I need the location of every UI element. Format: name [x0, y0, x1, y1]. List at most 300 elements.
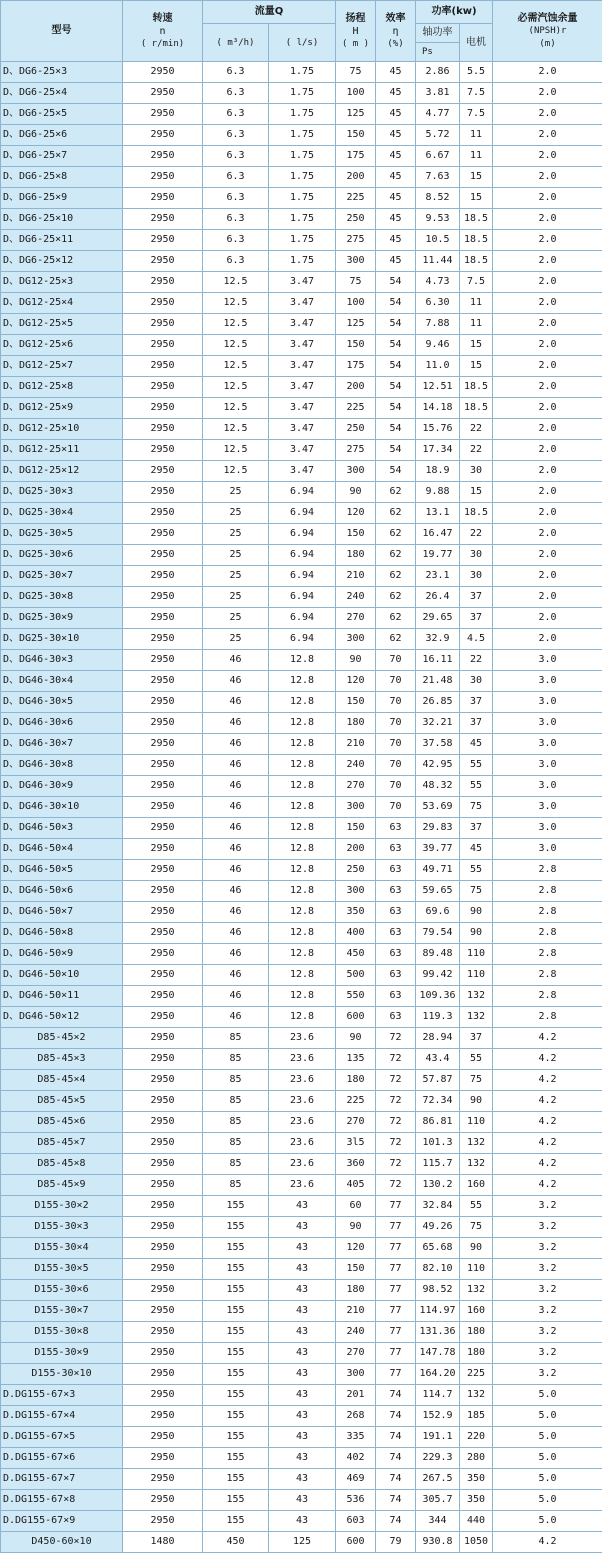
- header-speed-symbol: n: [159, 25, 166, 37]
- cell-npsh: 2.0: [493, 125, 602, 146]
- cell-motor-power: 37: [460, 1028, 493, 1049]
- cell-flow-ls: 43: [269, 1322, 336, 1343]
- cell-speed: 2950: [123, 62, 203, 83]
- cell-speed: 2950: [123, 125, 203, 146]
- table-row: [1, 566, 602, 587]
- cell-motor-power: 37: [460, 608, 493, 629]
- cell-shaft-power: 4.73: [416, 272, 460, 293]
- cell-shaft-power: 191.1: [416, 1427, 460, 1448]
- cell-motor-power: 7.5: [460, 83, 493, 104]
- cell-flow-ls: 12.8: [269, 818, 336, 839]
- table-row: [1, 440, 602, 461]
- table-row: [1, 83, 602, 104]
- cell-head: 268: [336, 1406, 376, 1427]
- cell-speed: 2950: [123, 230, 203, 251]
- cell-model: D、DG46-50×12: [1, 1007, 123, 1028]
- cell-efficiency: 63: [376, 1007, 416, 1028]
- cell-flow-m3h: 6.3: [203, 209, 269, 230]
- cell-flow-ls: 23.6: [269, 1154, 336, 1175]
- cell-head: 125: [336, 314, 376, 335]
- cell-speed: 2950: [123, 1448, 203, 1469]
- cell-efficiency: 54: [376, 272, 416, 293]
- table-row: [1, 986, 602, 1007]
- cell-shaft-power: 16.11: [416, 650, 460, 671]
- cell-flow-m3h: 25: [203, 629, 269, 650]
- table-row: [1, 671, 602, 692]
- cell-speed: 2950: [123, 1322, 203, 1343]
- cell-flow-m3h: 46: [203, 902, 269, 923]
- cell-efficiency: 45: [376, 167, 416, 188]
- cell-npsh: 2.8: [493, 881, 602, 902]
- cell-efficiency: 72: [376, 1070, 416, 1091]
- cell-efficiency: 74: [376, 1511, 416, 1532]
- cell-model: D.DG155-67×8: [1, 1490, 123, 1511]
- cell-motor-power: 350: [460, 1469, 493, 1490]
- cell-efficiency: 74: [376, 1469, 416, 1490]
- cell-model: D、DG12-25×10: [1, 419, 123, 440]
- cell-head: 225: [336, 398, 376, 419]
- cell-motor-power: 30: [460, 566, 493, 587]
- cell-npsh: 3.0: [493, 776, 602, 797]
- cell-speed: 2950: [123, 440, 203, 461]
- cell-flow-ls: 12.8: [269, 860, 336, 881]
- cell-model: D155-30×3: [1, 1217, 123, 1238]
- cell-shaft-power: 114.97: [416, 1301, 460, 1322]
- cell-flow-ls: 3.47: [269, 335, 336, 356]
- cell-motor-power: 132: [460, 1154, 493, 1175]
- cell-speed: 2950: [123, 1385, 203, 1406]
- cell-shaft-power: 147.78: [416, 1343, 460, 1364]
- cell-model: D、DG46-30×8: [1, 755, 123, 776]
- cell-npsh: 5.0: [493, 1427, 602, 1448]
- cell-model: D、DG46-30×3: [1, 650, 123, 671]
- cell-flow-ls: 23.6: [269, 1049, 336, 1070]
- cell-shaft-power: 115.7: [416, 1154, 460, 1175]
- cell-model: D、DG46-30×10: [1, 797, 123, 818]
- cell-head: 360: [336, 1154, 376, 1175]
- cell-npsh: 2.0: [493, 62, 602, 83]
- table-row: [1, 62, 602, 83]
- cell-model: D、DG12-25×12: [1, 461, 123, 482]
- cell-model: D、DG46-50×4: [1, 839, 123, 860]
- cell-flow-ls: 12.8: [269, 755, 336, 776]
- cell-motor-power: 55: [460, 776, 493, 797]
- cell-shaft-power: 65.68: [416, 1238, 460, 1259]
- cell-efficiency: 72: [376, 1175, 416, 1196]
- cell-head: 150: [336, 524, 376, 545]
- cell-npsh: 2.0: [493, 167, 602, 188]
- cell-head: 180: [336, 1280, 376, 1301]
- cell-flow-m3h: 12.5: [203, 356, 269, 377]
- cell-flow-ls: 12.8: [269, 713, 336, 734]
- cell-flow-ls: 43: [269, 1364, 336, 1385]
- cell-shaft-power: 152.9: [416, 1406, 460, 1427]
- cell-flow-ls: 12.8: [269, 1007, 336, 1028]
- cell-flow-ls: 43: [269, 1406, 336, 1427]
- header-head-symbol: H: [352, 25, 359, 37]
- cell-motor-power: 15: [460, 335, 493, 356]
- cell-speed: 2950: [123, 167, 203, 188]
- cell-flow-m3h: 6.3: [203, 167, 269, 188]
- table-row: [1, 650, 602, 671]
- table-row: [1, 419, 602, 440]
- cell-npsh: 4.2: [493, 1091, 602, 1112]
- cell-speed: 2950: [123, 1343, 203, 1364]
- cell-efficiency: 70: [376, 755, 416, 776]
- cell-flow-m3h: 155: [203, 1196, 269, 1217]
- cell-flow-m3h: 12.5: [203, 335, 269, 356]
- cell-speed: 2950: [123, 335, 203, 356]
- cell-flow-m3h: 46: [203, 965, 269, 986]
- table-row: [1, 1028, 602, 1049]
- cell-npsh: 2.0: [493, 608, 602, 629]
- cell-npsh: 2.0: [493, 545, 602, 566]
- cell-npsh: 3.0: [493, 671, 602, 692]
- cell-model: D、DG12-25×5: [1, 314, 123, 335]
- cell-model: D155-30×5: [1, 1259, 123, 1280]
- cell-shaft-power: 53.69: [416, 797, 460, 818]
- cell-flow-ls: 3.47: [269, 461, 336, 482]
- cell-head: 180: [336, 1070, 376, 1091]
- cell-speed: 2950: [123, 545, 203, 566]
- cell-efficiency: 77: [376, 1238, 416, 1259]
- cell-head: 175: [336, 356, 376, 377]
- cell-model: D、DG25-30×10: [1, 629, 123, 650]
- cell-flow-ls: 43: [269, 1427, 336, 1448]
- cell-shaft-power: 109.36: [416, 986, 460, 1007]
- cell-efficiency: 70: [376, 797, 416, 818]
- table-row: [1, 587, 602, 608]
- table-row: [1, 125, 602, 146]
- header-shaft-power: 轴功率: [416, 24, 460, 43]
- cell-shaft-power: 6.30: [416, 293, 460, 314]
- table-body: [1, 62, 602, 1553]
- cell-efficiency: 62: [376, 608, 416, 629]
- cell-speed: 2950: [123, 692, 203, 713]
- cell-npsh: 2.8: [493, 923, 602, 944]
- cell-npsh: 5.0: [493, 1385, 602, 1406]
- cell-speed: 2950: [123, 293, 203, 314]
- cell-efficiency: 62: [376, 545, 416, 566]
- header-npsh-title: 必需汽蚀余量: [517, 12, 578, 24]
- cell-head: 75: [336, 272, 376, 293]
- cell-speed: 2950: [123, 209, 203, 230]
- cell-head: 405: [336, 1175, 376, 1196]
- header-flow-ls: ( l/s): [269, 24, 336, 62]
- cell-model: D、DG12-25×3: [1, 272, 123, 293]
- cell-motor-power: 1050: [460, 1532, 493, 1553]
- cell-head: 90: [336, 650, 376, 671]
- cell-npsh: 2.0: [493, 566, 602, 587]
- cell-speed: 2950: [123, 251, 203, 272]
- cell-efficiency: 63: [376, 860, 416, 881]
- cell-efficiency: 72: [376, 1133, 416, 1154]
- cell-flow-ls: 12.8: [269, 650, 336, 671]
- cell-shaft-power: 15.76: [416, 419, 460, 440]
- cell-head: 402: [336, 1448, 376, 1469]
- cell-shaft-power: 6.67: [416, 146, 460, 167]
- cell-efficiency: 70: [376, 692, 416, 713]
- cell-flow-m3h: 46: [203, 986, 269, 1007]
- cell-efficiency: 54: [376, 461, 416, 482]
- cell-shaft-power: 79.54: [416, 923, 460, 944]
- cell-shaft-power: 9.53: [416, 209, 460, 230]
- cell-head: 125: [336, 104, 376, 125]
- cell-shaft-power: 10.5: [416, 230, 460, 251]
- cell-efficiency: 63: [376, 944, 416, 965]
- cell-head: 90: [336, 482, 376, 503]
- cell-speed: 2950: [123, 860, 203, 881]
- cell-efficiency: 74: [376, 1385, 416, 1406]
- cell-efficiency: 74: [376, 1427, 416, 1448]
- cell-shaft-power: 267.5: [416, 1469, 460, 1490]
- table-row: [1, 1532, 602, 1553]
- cell-flow-ls: 6.94: [269, 608, 336, 629]
- cell-flow-ls: 23.6: [269, 1175, 336, 1196]
- cell-model: D155-30×9: [1, 1343, 123, 1364]
- cell-npsh: 3.2: [493, 1280, 602, 1301]
- header-efficiency: [376, 1, 416, 62]
- cell-shaft-power: 57.87: [416, 1070, 460, 1091]
- cell-head: 250: [336, 860, 376, 881]
- cell-npsh: 2.8: [493, 860, 602, 881]
- cell-model: D、DG6-25×3: [1, 62, 123, 83]
- header-flow: 流量Q: [203, 1, 336, 24]
- cell-head: 200: [336, 167, 376, 188]
- table-row: [1, 1154, 602, 1175]
- cell-shaft-power: 101.3: [416, 1133, 460, 1154]
- cell-motor-power: 220: [460, 1427, 493, 1448]
- cell-model: D、DG46-30×4: [1, 671, 123, 692]
- table-row: [1, 1490, 602, 1511]
- cell-flow-ls: 125: [269, 1532, 336, 1553]
- cell-flow-ls: 12.8: [269, 944, 336, 965]
- cell-head: 270: [336, 1112, 376, 1133]
- cell-flow-m3h: 85: [203, 1175, 269, 1196]
- cell-flow-m3h: 46: [203, 881, 269, 902]
- cell-model: D、DG25-30×6: [1, 545, 123, 566]
- cell-head: 90: [336, 1217, 376, 1238]
- cell-flow-m3h: 12.5: [203, 293, 269, 314]
- cell-shaft-power: 86.81: [416, 1112, 460, 1133]
- cell-shaft-power: 49.26: [416, 1217, 460, 1238]
- header-eff-symbol: η: [392, 25, 399, 37]
- cell-model: D、DG46-30×6: [1, 713, 123, 734]
- cell-shaft-power: 32.84: [416, 1196, 460, 1217]
- cell-speed: 2950: [123, 671, 203, 692]
- cell-head: 100: [336, 293, 376, 314]
- cell-model: D.DG155-67×4: [1, 1406, 123, 1427]
- cell-npsh: 4.2: [493, 1028, 602, 1049]
- cell-speed: 2950: [123, 839, 203, 860]
- table-row: [1, 209, 602, 230]
- cell-model: D、DG6-25×7: [1, 146, 123, 167]
- cell-speed: 1480: [123, 1532, 203, 1553]
- cell-flow-m3h: 12.5: [203, 314, 269, 335]
- cell-flow-m3h: 12.5: [203, 440, 269, 461]
- cell-speed: 2950: [123, 776, 203, 797]
- cell-head: 225: [336, 188, 376, 209]
- cell-npsh: 2.0: [493, 251, 602, 272]
- cell-flow-m3h: 12.5: [203, 398, 269, 419]
- cell-efficiency: 45: [376, 251, 416, 272]
- cell-speed: 2950: [123, 272, 203, 293]
- cell-model: D.DG155-67×7: [1, 1469, 123, 1490]
- cell-model: D155-30×6: [1, 1280, 123, 1301]
- cell-motor-power: 110: [460, 1259, 493, 1280]
- cell-shaft-power: 114.7: [416, 1385, 460, 1406]
- cell-shaft-power: 28.94: [416, 1028, 460, 1049]
- cell-head: 175: [336, 146, 376, 167]
- cell-model: D、DG25-30×5: [1, 524, 123, 545]
- cell-npsh: 3.2: [493, 1364, 602, 1385]
- cell-efficiency: 72: [376, 1112, 416, 1133]
- cell-efficiency: 54: [376, 440, 416, 461]
- cell-head: 600: [336, 1007, 376, 1028]
- cell-speed: 2950: [123, 398, 203, 419]
- cell-speed: 2950: [123, 1028, 203, 1049]
- cell-head: 600: [336, 1532, 376, 1553]
- cell-head: 270: [336, 608, 376, 629]
- cell-motor-power: 185: [460, 1406, 493, 1427]
- table-row: [1, 146, 602, 167]
- cell-efficiency: 72: [376, 1154, 416, 1175]
- table-row: [1, 965, 602, 986]
- cell-flow-ls: 1.75: [269, 251, 336, 272]
- cell-efficiency: 77: [376, 1196, 416, 1217]
- cell-model: D85-45×8: [1, 1154, 123, 1175]
- cell-npsh: 2.0: [493, 293, 602, 314]
- cell-efficiency: 74: [376, 1490, 416, 1511]
- cell-speed: 2950: [123, 818, 203, 839]
- table-row: [1, 1238, 602, 1259]
- cell-efficiency: 54: [376, 335, 416, 356]
- cell-flow-m3h: 155: [203, 1238, 269, 1259]
- cell-flow-m3h: 6.3: [203, 188, 269, 209]
- table-row: [1, 293, 602, 314]
- cell-efficiency: 45: [376, 188, 416, 209]
- cell-model: D85-45×4: [1, 1070, 123, 1091]
- table-row: [1, 713, 602, 734]
- cell-efficiency: 62: [376, 587, 416, 608]
- cell-flow-m3h: 46: [203, 839, 269, 860]
- cell-model: D、DG46-50×9: [1, 944, 123, 965]
- cell-motor-power: 22: [460, 524, 493, 545]
- cell-npsh: 4.2: [493, 1532, 602, 1553]
- cell-npsh: 2.8: [493, 986, 602, 1007]
- cell-flow-m3h: 155: [203, 1448, 269, 1469]
- cell-npsh: 2.0: [493, 461, 602, 482]
- cell-efficiency: 63: [376, 902, 416, 923]
- cell-shaft-power: 23.1: [416, 566, 460, 587]
- cell-shaft-power: 49.71: [416, 860, 460, 881]
- cell-npsh: 3.0: [493, 839, 602, 860]
- cell-flow-m3h: 25: [203, 524, 269, 545]
- cell-model: D、DG12-25×11: [1, 440, 123, 461]
- cell-motor-power: 180: [460, 1343, 493, 1364]
- cell-efficiency: 45: [376, 83, 416, 104]
- cell-npsh: 4.2: [493, 1049, 602, 1070]
- cell-flow-m3h: 6.3: [203, 251, 269, 272]
- cell-efficiency: 70: [376, 776, 416, 797]
- cell-shaft-power: 17.34: [416, 440, 460, 461]
- cell-flow-ls: 23.6: [269, 1028, 336, 1049]
- cell-shaft-power: 229.3: [416, 1448, 460, 1469]
- table-row: [1, 398, 602, 419]
- cell-speed: 2950: [123, 1427, 203, 1448]
- cell-shaft-power: 3.81: [416, 83, 460, 104]
- header-shaft-symbol: Ps: [416, 43, 460, 62]
- cell-efficiency: 72: [376, 1049, 416, 1070]
- cell-model: D、DG46-50×6: [1, 881, 123, 902]
- cell-motor-power: 30: [460, 545, 493, 566]
- cell-flow-m3h: 85: [203, 1070, 269, 1091]
- cell-motor-power: 15: [460, 167, 493, 188]
- table-row: [1, 1280, 602, 1301]
- table-row: [1, 734, 602, 755]
- cell-efficiency: 45: [376, 104, 416, 125]
- cell-head: 250: [336, 209, 376, 230]
- cell-flow-ls: 43: [269, 1259, 336, 1280]
- cell-efficiency: 63: [376, 881, 416, 902]
- cell-npsh: 2.0: [493, 587, 602, 608]
- cell-motor-power: 90: [460, 1238, 493, 1259]
- cell-efficiency: 45: [376, 230, 416, 251]
- cell-model: D、DG25-30×8: [1, 587, 123, 608]
- cell-model: D450-60×10: [1, 1532, 123, 1553]
- cell-flow-ls: 6.94: [269, 545, 336, 566]
- cell-motor-power: 22: [460, 440, 493, 461]
- cell-model: D155-30×7: [1, 1301, 123, 1322]
- cell-efficiency: 45: [376, 146, 416, 167]
- cell-speed: 2950: [123, 566, 203, 587]
- table-row: [1, 1091, 602, 1112]
- cell-flow-ls: 23.6: [269, 1133, 336, 1154]
- cell-flow-ls: 3.47: [269, 356, 336, 377]
- cell-model: D、DG25-30×4: [1, 503, 123, 524]
- cell-flow-ls: 23.6: [269, 1112, 336, 1133]
- cell-speed: 2950: [123, 1133, 203, 1154]
- cell-flow-m3h: 85: [203, 1028, 269, 1049]
- cell-flow-ls: 43: [269, 1490, 336, 1511]
- header-head: [336, 1, 376, 62]
- table-row: [1, 1112, 602, 1133]
- cell-head: 400: [336, 923, 376, 944]
- cell-flow-ls: 12.8: [269, 734, 336, 755]
- cell-motor-power: 350: [460, 1490, 493, 1511]
- cell-model: D、DG46-50×7: [1, 902, 123, 923]
- cell-motor-power: 37: [460, 692, 493, 713]
- cell-flow-ls: 43: [269, 1343, 336, 1364]
- cell-model: D85-45×2: [1, 1028, 123, 1049]
- cell-motor-power: 18.5: [460, 251, 493, 272]
- table-row: [1, 1007, 602, 1028]
- cell-model: D、DG6-25×6: [1, 125, 123, 146]
- table-row: [1, 1259, 602, 1280]
- cell-speed: 2950: [123, 881, 203, 902]
- cell-speed: 2950: [123, 734, 203, 755]
- cell-motor-power: 132: [460, 1007, 493, 1028]
- cell-flow-ls: 12.8: [269, 902, 336, 923]
- cell-flow-ls: 1.75: [269, 62, 336, 83]
- table-row: [1, 167, 602, 188]
- cell-head: 180: [336, 713, 376, 734]
- cell-head: 180: [336, 545, 376, 566]
- cell-shaft-power: 8.52: [416, 188, 460, 209]
- cell-shaft-power: 16.47: [416, 524, 460, 545]
- cell-head: 90: [336, 1028, 376, 1049]
- cell-head: 300: [336, 629, 376, 650]
